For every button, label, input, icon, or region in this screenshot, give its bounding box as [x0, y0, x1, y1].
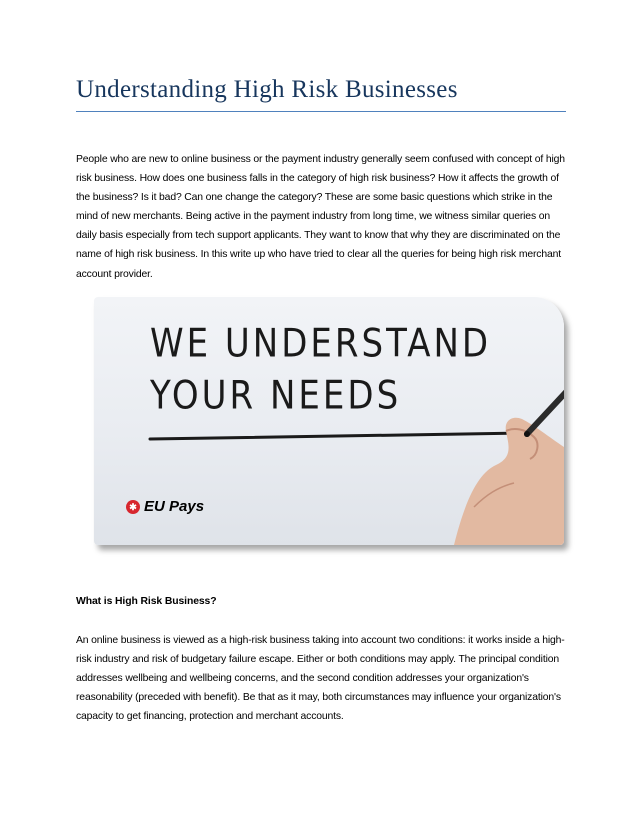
hand-shape — [454, 418, 564, 545]
logo-text: EU Pays — [144, 498, 205, 515]
underline-stroke — [150, 433, 526, 439]
marker-pen — [527, 392, 564, 434]
handwritten-line-1: WE UNDERSTAND — [150, 321, 492, 367]
section-paragraph: An online business is viewed as a high-risk business taking into account two conditions: it works inside a high-risk industry and risk of budgetary failure escape. Either or both conditions may apply. The principal condition addresses wellbeing and wellbeing concerns, and the second condition addresses your organization's reasonability (preceded with benefit). Be that as it may, both circumstances may influence your organization's capacity to get financing, protection and merchant accounts. — [76, 635, 565, 723]
title-underline — [76, 111, 566, 112]
document-title: Understanding High Risk Businesses — [76, 76, 458, 103]
handwritten-line-2: YOUR NEEDS — [150, 373, 402, 419]
eu-pays-logo — [126, 498, 204, 515]
promo-image — [94, 297, 564, 545]
intro-paragraph: People who are new to online business or the payment industry generally seem confused with concept of high risk business. How does one business falls in the category of high risk business? How it affects the growth of the business? Is it bad? Can one change the category? These are some basic questions which strike in the mind of new merchants. Being active in the payment industry from long time, we witness similar queries on daily basis especially from tech support applicants. They want to know that why they are discriminated on the name of high risk business. In this write up who have tried to clear all the queries for being high risk merchant account provider. — [76, 154, 565, 280]
section-heading: What is High Risk Business? — [76, 596, 217, 607]
marker-tip — [524, 431, 530, 437]
logo-emblem-icon: ✱ — [126, 500, 140, 514]
